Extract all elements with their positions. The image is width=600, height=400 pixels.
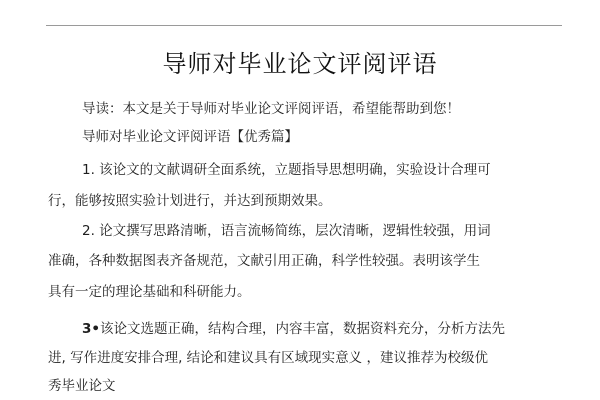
header-rule bbox=[46, 25, 562, 26]
paragraph-2-line-2: 准确，各种数据图表齐备规范，文献引用正确，科学性较强。表明该学生 bbox=[48, 253, 480, 269]
paragraph-3-line-2: 进, 写作进度安排合理, 结论和建议具有区域现实意义 ，建议推荐为校级优 bbox=[48, 350, 488, 366]
paragraph-3-line-1-text: 该论文选题正确，结构合理，内容丰富，数据资料充分，分析方法先 bbox=[100, 321, 506, 337]
document-title: 导师对毕业论文评阅评语 bbox=[162, 50, 438, 78]
paragraph-3-line-3: 秀毕业论文 bbox=[48, 378, 116, 394]
paragraph-2-line-1: 2. 论文撰写思路清晰，语言流畅简练，层次清晰，逻辑性较强，用词 bbox=[82, 223, 491, 239]
paragraph-2-line-3: 具有一定的理论基础和科研能力。 bbox=[48, 284, 251, 300]
paragraph-3-line-1 bbox=[82, 317, 505, 337]
section-heading: 导师对毕业论文评阅评语【优秀篇】 bbox=[82, 129, 298, 145]
intro-text: 导读：本文是关于导师对毕业论文评阅评语，希望能帮助到您！ bbox=[82, 101, 460, 117]
paragraph-3-number: 3• bbox=[82, 321, 101, 337]
paragraph-1-line-1: 1. 该论文的文献调研全面系统，立题指导思想明确，实验设计合理可 bbox=[82, 162, 491, 178]
paragraph-1-line-2: 行，能够按照实验计划进行，并达到预期效果。 bbox=[48, 193, 332, 209]
